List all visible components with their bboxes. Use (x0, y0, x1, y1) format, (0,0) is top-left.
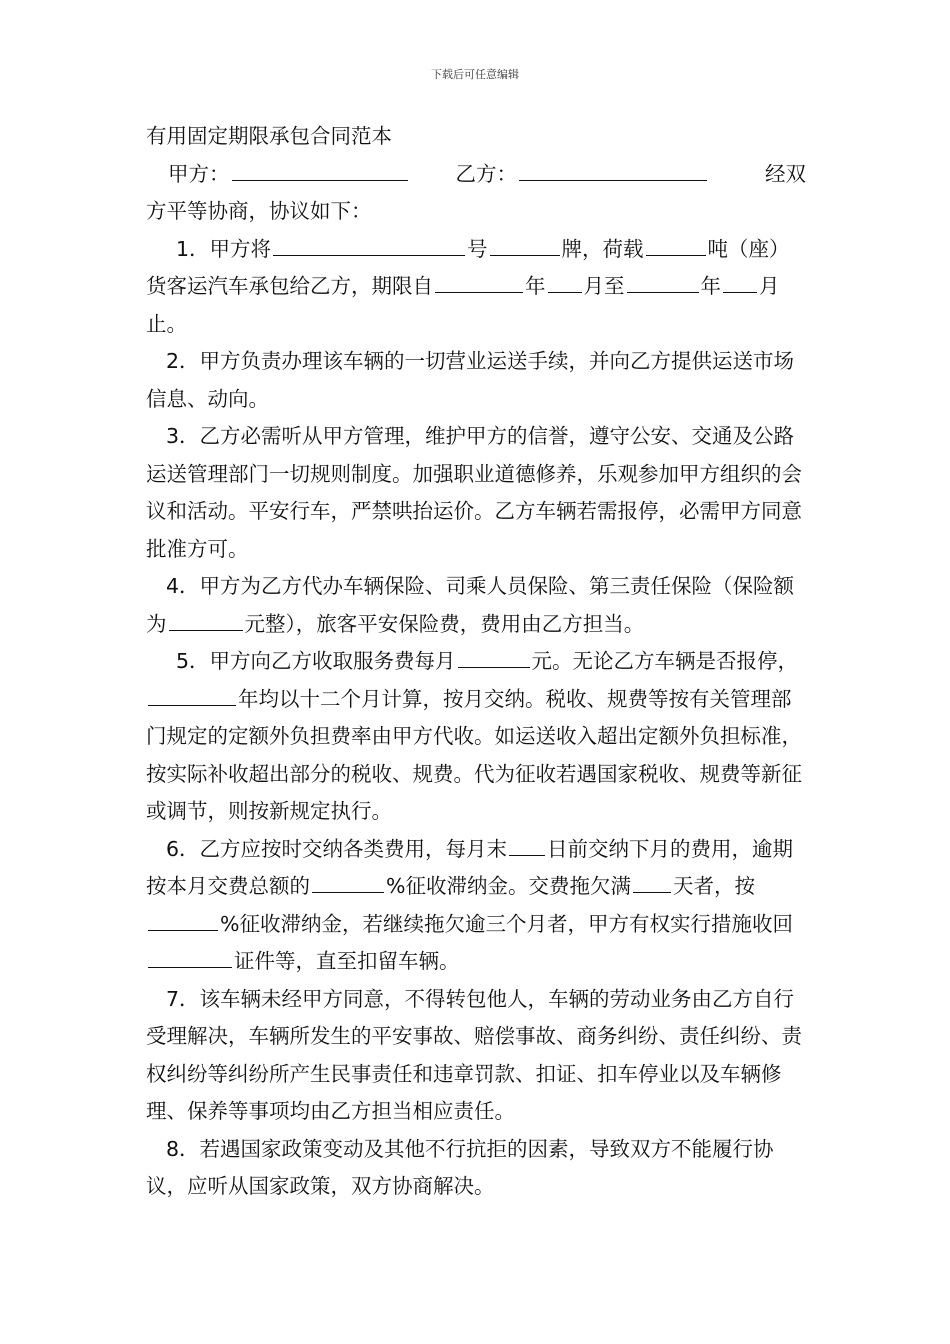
parties-line (168, 156, 806, 194)
clause-1: 1．甲方将 号 牌，荷载 吨（座）货客运汽车承包给乙方，期限自 年 月至 年 月止。 (146, 231, 806, 344)
party-a-label: 甲方： (168, 161, 230, 186)
end-year-blank (627, 270, 699, 293)
clause-7: 7．该车辆未经甲方同意，不得转包他人，车辆的劳动业务由乙方自行受理解决，车辆所发生的平安事故、赔偿事故、商务纠纷、责任纠纷、责权纠纷等纠纷所产生民事责任和违章罚款、扣证、扣车停业以及车辆修理、保养等事项均由乙方担当相应责任。 (146, 986, 802, 1123)
start-year-blank (435, 270, 523, 293)
clause-8: 8．若遇国家政策变动及其他不行抗拒的因素，导致双方不能履行协议，应听从国家政策，双方协商解决。 (146, 1136, 774, 1198)
clause-5: 5．甲方向乙方收取服务费每月 元。无论乙方车辆是否报停，年均以十二个月计算，按月交纳。税收、规费等按有关管理部门规定的定额外负担费率由甲方代收。如运送收入超出定额外负担标准，按实际补收超出部分的税收、规费。代为征收若遇国家税收、规费等新征或调节，则按新规定执行。 (146, 643, 806, 831)
page-header-note: 下载后可任意编辑 (431, 68, 519, 81)
start-month-blank (548, 270, 582, 293)
service-fee-blank (458, 645, 530, 668)
due-day-blank (509, 833, 545, 856)
late-fee-rate2-blank (148, 908, 218, 931)
load-blank (646, 233, 706, 256)
mutual-agreement-part2: 方平等协商，协议如下： (146, 199, 372, 223)
clause-4: 4．甲方为乙方代办车辆保险、司乘人员保险、第三责任保险（保险额为 元整），旅客平安保险费，费用由乙方担当。 (146, 574, 795, 636)
late-fee-rate-blank (312, 870, 384, 893)
certificate-blank (148, 945, 232, 968)
clause-3: 3．乙方必需听从甲方管理，维护甲方的信誉，遵守公安、交通及公路运送管理部门一切规则制度。加强职业道德修养，乐观参加甲方组织的会议和活动。平安行车，严禁哄抬运价。乙方车辆若需报停，必需甲方同意批准方可。 (146, 424, 802, 561)
brand-blank (490, 233, 560, 256)
clause-6: 6．乙方应按时交纳各类费用，每月末 日前交纳下月的费用，逾期按本月交费总额的 %征收滞纳金。交费拖欠满 天者，按%征收滞纳金，若继续拖欠逾三个月者，甲方有权实行措施收回证件等，直至扣留车辆。 (146, 831, 806, 981)
document-title: 有用固定期限承包合同范本 (146, 124, 392, 148)
mutual-agreement-part1: 经双 (765, 161, 806, 186)
fee-year-blank (148, 683, 236, 706)
party-b-blank (519, 158, 707, 181)
party-a-blank (232, 158, 408, 181)
plate-blank (273, 233, 465, 256)
contract-document (146, 118, 806, 1206)
end-month-blank (723, 270, 757, 293)
clause-2: 2．甲方负责办理该车辆的一切营业运送手续，并向乙方提供运送市场信息、动向。 (146, 349, 795, 411)
party-b-label: 乙方： (455, 161, 517, 186)
insurance-amount-blank (169, 608, 243, 631)
overdue-days-blank (633, 870, 671, 893)
